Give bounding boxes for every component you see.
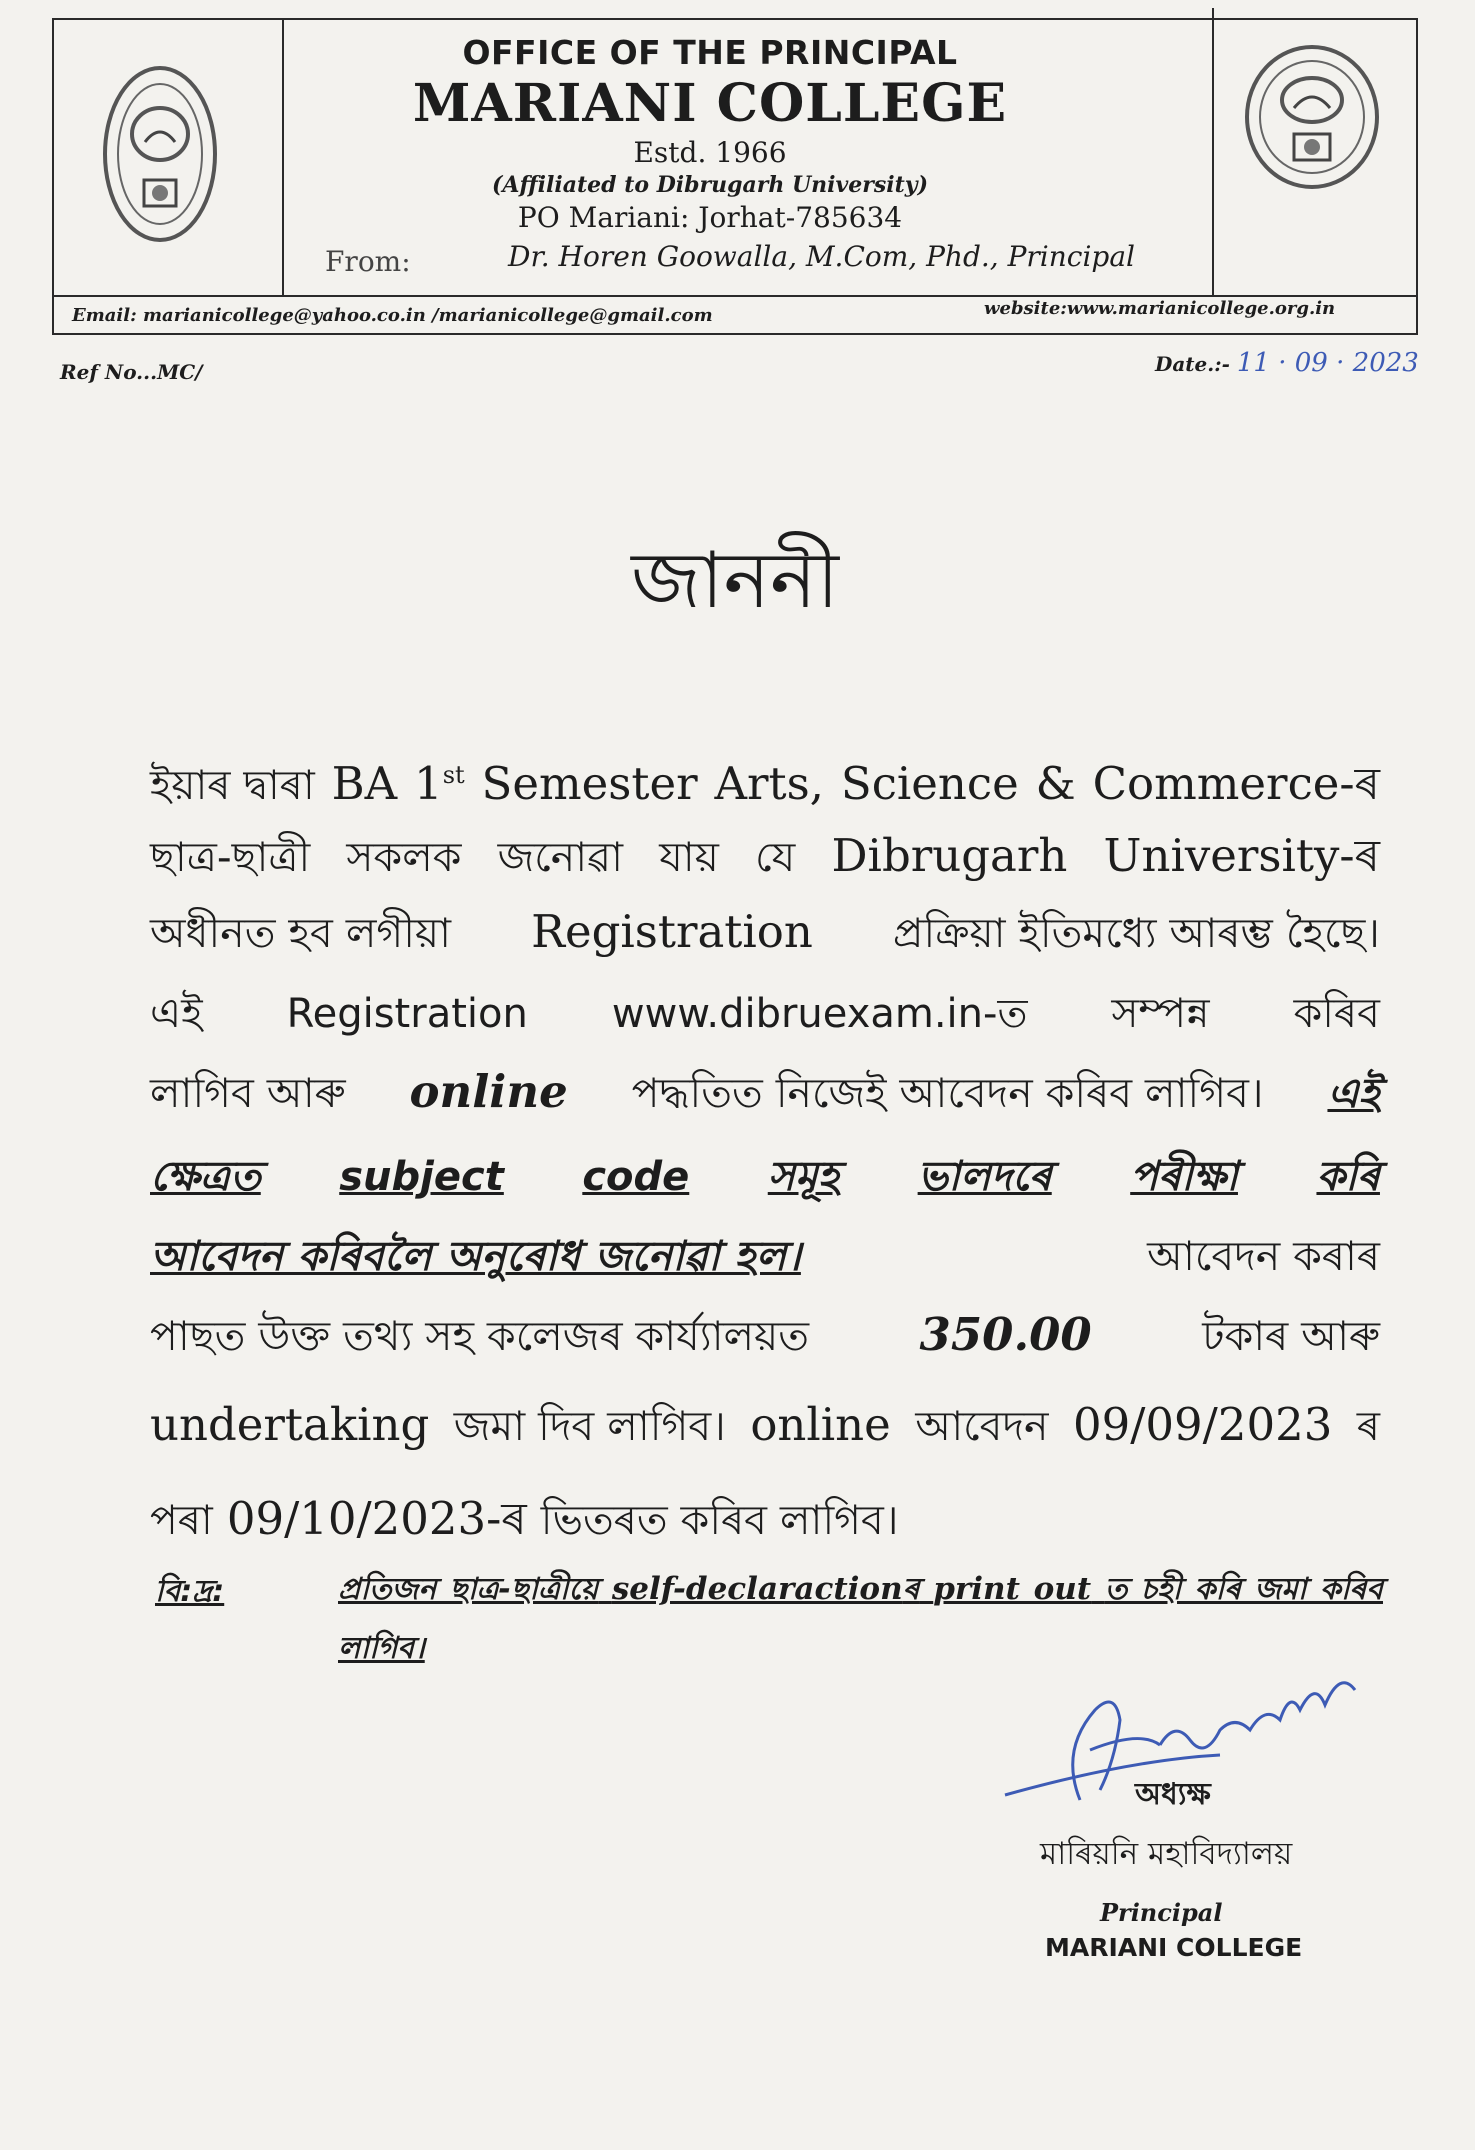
text: online	[409, 1065, 568, 1118]
text: আবেদন কৰাৰ	[1147, 1232, 1380, 1280]
affiliation: (Affiliated to Dibrugarh University)	[492, 172, 928, 198]
text: self-declaraction	[611, 1571, 903, 1607]
body-line-6	[150, 1145, 1380, 1214]
note-label: বি:দ্ৰ:	[155, 1574, 225, 1609]
fee-amount: 350.00	[919, 1308, 1092, 1361]
body-line-5	[150, 1062, 1380, 1131]
text: undertaking	[150, 1398, 430, 1451]
body-line-8	[150, 1305, 1380, 1374]
letterhead-divider-left	[282, 18, 284, 295]
text: Semester	[481, 757, 698, 810]
text: পাছত উক্ত তথ্য সহ কলেজৰ কাৰ্য্যালয়ত	[150, 1312, 809, 1360]
start-date: 09/09/2023	[1072, 1398, 1333, 1451]
from-value: Dr. Horen Goowalla, M.Com, Phd., Principal	[508, 240, 1135, 273]
text: Registration	[531, 905, 813, 958]
date-label: Date.:-	[1155, 352, 1230, 376]
text: পৰীক্ষা	[1130, 1152, 1238, 1200]
body-line-10	[150, 1485, 1380, 1560]
text: University-ৰ	[1103, 829, 1380, 882]
text: code	[582, 1154, 690, 1200]
college-name-bengali: মাৰিয়নি মহাবিদ্যালয়	[1040, 1836, 1293, 1872]
college-name: MARIANI COLLEGE	[412, 73, 1008, 134]
college-seal-right	[1242, 42, 1382, 192]
letterhead-divider-right	[1212, 8, 1214, 295]
text: ৰ	[1356, 1402, 1380, 1450]
text: online	[750, 1398, 891, 1451]
text: সকলক	[346, 833, 462, 881]
notice-title: জাননী	[631, 536, 839, 626]
text: পদ্ধতিত নিজেই আবেদন কৰিব লাগিব।	[631, 1069, 1264, 1117]
text: এই	[1327, 1069, 1380, 1117]
text: জনোৱা	[497, 833, 624, 881]
text: 1	[414, 757, 443, 810]
body-line-1	[150, 750, 1380, 825]
text: ৰ	[902, 1572, 920, 1607]
text: আবেদন	[915, 1402, 1049, 1450]
text: প্ৰক্ৰিয়া ইতিমধ্যে আৰম্ভ হৈছে।	[892, 909, 1380, 957]
website-line: website:www.marianicollege.org.in	[984, 298, 1336, 319]
body-line-2	[150, 822, 1380, 897]
text: ভালদৰে	[917, 1152, 1052, 1200]
text: Arts,	[714, 757, 824, 810]
text: Commerce-ৰ	[1092, 757, 1380, 810]
text: যে	[755, 833, 796, 881]
text: কৰিব	[1293, 989, 1380, 1037]
from-label: From:	[325, 245, 411, 278]
text: প্ৰতিজন ছাত্ৰ-ছাত্ৰীয়ে	[338, 1572, 599, 1607]
text	[414, 757, 465, 810]
end-date: 09/10/2023-ৰ	[226, 1492, 527, 1545]
date-line	[1155, 348, 1419, 378]
date-value: 11 · 09 · 2023	[1236, 348, 1419, 378]
body-line-4	[150, 982, 1380, 1051]
text: ত চহী কৰি জমা কৰিব লাগিব।	[338, 1572, 1383, 1666]
superscript: st	[442, 761, 465, 789]
text: পৰা	[150, 1496, 213, 1544]
text: অধীনত হব লগীয়া	[150, 909, 452, 957]
established-year: Estd. 1966	[633, 136, 787, 169]
postal-address: PO Mariani: Jorhat-785634	[517, 201, 903, 234]
body-line-9	[150, 1395, 1380, 1464]
text: subject	[339, 1154, 504, 1200]
stamp-college: MARIANI COLLEGE	[1045, 1933, 1303, 1962]
text: ক্ষেত্ৰত	[150, 1152, 261, 1200]
text: ছাত্ৰ-ছাত্ৰী	[150, 833, 311, 881]
college-seal-left	[100, 62, 220, 247]
email-line: Email: marianicollege@yahoo.co.in /marianicollege@gmail.com	[72, 305, 713, 326]
text: জমা দিব লাগিব।	[453, 1402, 726, 1450]
body-line-3	[150, 902, 1380, 971]
text: সম্পন্ন	[1111, 989, 1210, 1037]
office-heading: OFFICE OF THE PRINCIPAL	[462, 33, 958, 72]
text: print out	[933, 1571, 1092, 1607]
text: BA	[331, 757, 398, 810]
text: Dibrugarh	[831, 829, 1068, 882]
text: &	[1035, 757, 1076, 810]
text: লাগিব আৰু	[150, 1069, 346, 1117]
stamp-principal: Principal	[1100, 1898, 1223, 1927]
text: ভিতৰত কৰিব লাগিব।	[540, 1496, 899, 1544]
website-reference: www.dibruexam.in-ত	[611, 991, 1028, 1037]
text: টকাৰ আৰু	[1202, 1312, 1380, 1360]
text: যায়	[659, 833, 719, 881]
reference-number: Ref No...MC/	[60, 360, 203, 384]
text: ইয়াৰ দ্বাৰা	[150, 761, 315, 809]
body-line-7	[150, 1225, 1380, 1294]
text: Science	[840, 757, 1019, 810]
text: Registration	[286, 991, 528, 1037]
signatory-title: অধ্যক্ষ	[1135, 1777, 1211, 1812]
text: কৰি	[1316, 1152, 1380, 1200]
letterhead-divider-bottom	[52, 295, 1418, 297]
text: আবেদন কৰিবলৈ অনুৰোধ জনোৱা হল।	[150, 1232, 801, 1280]
text: এই	[150, 989, 203, 1037]
text: সমূহ	[767, 1152, 840, 1200]
